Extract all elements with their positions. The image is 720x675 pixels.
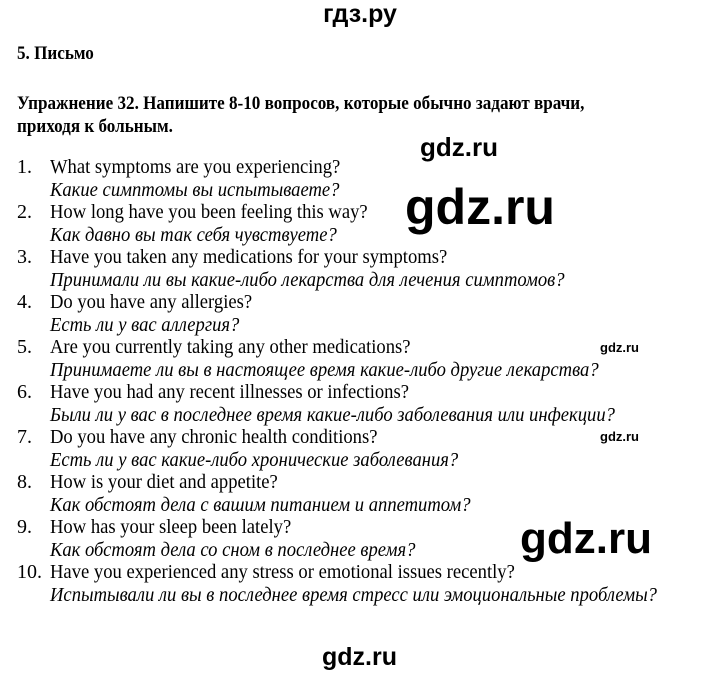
question-ru: Есть ли у вас какие-либо хронические заболевания? bbox=[50, 448, 459, 471]
question-en: How has your sleep been lately? bbox=[50, 516, 292, 538]
question-ru: Как обстоят дела с вашим питанием и аппетитом? bbox=[50, 493, 471, 516]
item-number: 9. bbox=[17, 516, 32, 538]
watermark: gdz.ru bbox=[405, 179, 555, 235]
item-number: 7. bbox=[17, 426, 32, 448]
watermark: gdz.ru bbox=[420, 132, 498, 162]
question-en: What symptoms are you experiencing? bbox=[50, 156, 341, 178]
exercise-title-line1: Упражнение 32. Напишите 8-10 вопросов, которые обычно задают врачи, bbox=[17, 93, 585, 114]
item-number: 8. bbox=[17, 471, 32, 493]
question-ru: Какие симптомы вы испытываете? bbox=[50, 178, 340, 201]
item-number: 6. bbox=[17, 381, 32, 403]
watermark: gdz.ru bbox=[600, 429, 639, 444]
item-number: 4. bbox=[17, 291, 32, 313]
watermark: gdz.ru bbox=[520, 514, 652, 563]
exercise-title-line2: приходя к больным. bbox=[17, 116, 173, 137]
item-number: 10. bbox=[17, 561, 42, 583]
item-number: 1. bbox=[17, 156, 32, 178]
question-ru: Как давно вы так себя чувствуете? bbox=[50, 223, 337, 246]
section-title: 5. Письмо bbox=[17, 43, 94, 64]
question-en: Are you currently taking any other medications? bbox=[50, 336, 411, 358]
question-en: Do you have any allergies? bbox=[50, 291, 253, 313]
question-ru: Испытывали ли вы в последнее время стресс или эмоциональные проблемы? bbox=[50, 583, 657, 606]
item-number: 3. bbox=[17, 246, 32, 268]
question-en: Have you taken any medications for your symptoms? bbox=[50, 246, 448, 268]
watermark: gdz.ru bbox=[322, 643, 397, 671]
question-en: Have you experienced any stress or emotional issues recently? bbox=[50, 561, 515, 583]
question-ru: Есть ли у вас аллергия? bbox=[50, 313, 240, 336]
question-ru: Принимаете ли вы в настоящее время какие-либо другие лекарства? bbox=[50, 358, 599, 381]
question-ru: Как обстоят дела со сном в последнее время? bbox=[50, 538, 416, 561]
question-ru: Принимали ли вы какие-либо лекарства для лечения симптомов? bbox=[50, 268, 565, 291]
item-number: 2. bbox=[17, 201, 32, 223]
question-en: How is your diet and appetite? bbox=[50, 471, 278, 493]
item-number: 5. bbox=[17, 336, 32, 358]
watermark: gdz.ru bbox=[600, 340, 639, 355]
question-ru: Были ли у вас в последнее время какие-либо заболевания или инфекции? bbox=[50, 403, 615, 426]
question-en: Do you have any chronic health conditions? bbox=[50, 426, 378, 448]
question-en: Have you had any recent illnesses or infections? bbox=[50, 381, 409, 403]
question-en: How long have you been feeling this way? bbox=[50, 201, 368, 223]
header-watermark: гдз.ру bbox=[323, 0, 397, 28]
